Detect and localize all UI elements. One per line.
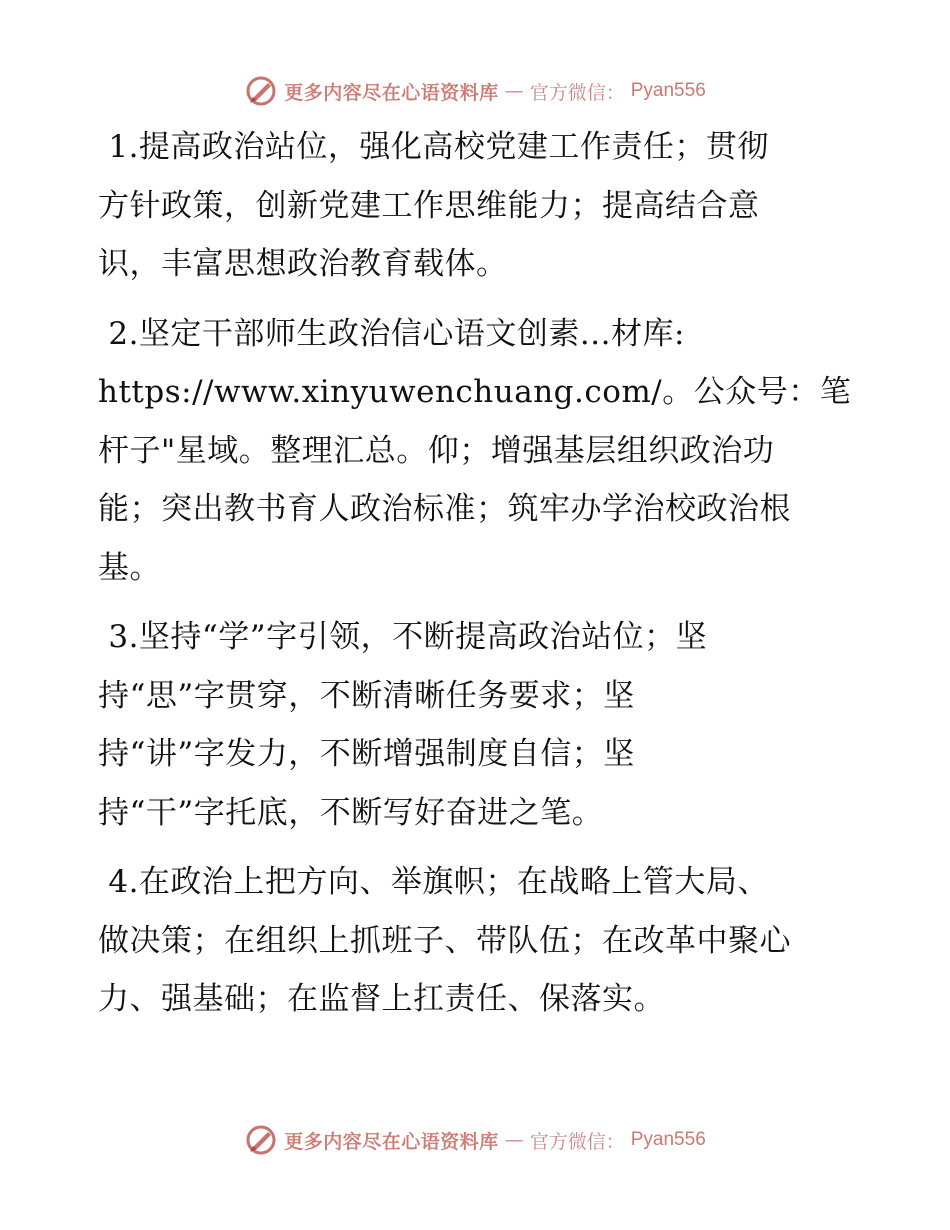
text-line: 做决策；在组织上抓班子、带队伍；在改革中聚心 [98, 922, 791, 959]
text-line: 持“干”字托底，不断写好奋进之笔。 [98, 794, 604, 831]
banner-brand: 更多内容尽在心语资料库 [284, 81, 499, 104]
banner-account: Pyan556 [630, 1129, 706, 1150]
pen-logo-icon [244, 74, 278, 108]
banner-dash: — [504, 80, 524, 102]
text-line: 持“讲”字发力，不断增强制度自信；坚 [98, 736, 635, 772]
paragraph-3 [98, 608, 858, 842]
text-line: 识，丰富思想政治教育载体。 [98, 246, 508, 282]
document-body [98, 118, 858, 1040]
text-line: 1.提高政治站位，强化高校党建工作责任；贯彻 [98, 129, 769, 165]
footer-watermark [0, 1120, 950, 1160]
text-line: 力、强基础；在监督上扛责任、保落实。 [98, 981, 665, 1017]
text-line: 基。 [98, 549, 161, 586]
paragraph-1 [98, 118, 858, 294]
paragraph-4 [98, 853, 858, 1029]
text-line: 3.坚持“学”字引领，不断提高政治站位；坚 [98, 619, 708, 655]
header-watermark [0, 71, 950, 111]
text-line: https://www.xinyuwenchuang.com/。公众号：笔 [98, 374, 852, 410]
text-line: 2.坚定干部师生政治信心语文创素...材库: [98, 315, 685, 352]
text-line: 4.在政治上把方向、举旗帜；在战略上管大局、 [98, 864, 769, 900]
banner-brand: 更多内容尽在心语资料库 [284, 1130, 499, 1153]
text-line: 持“思”字贯穿，不断清晰任务要求；坚 [98, 677, 635, 714]
text-line: 能；突出教书育人政治标准；筑牢办学治校政治根 [98, 491, 791, 527]
paragraph-2 [98, 305, 858, 598]
banner-dash: — [504, 1129, 524, 1151]
text-line: 方针政策，创新党建工作思维能力；提高结合意 [98, 187, 760, 224]
banner-account: Pyan556 [630, 80, 706, 101]
banner-wechat-label: 官方微信： [529, 1130, 625, 1153]
banner-wechat-label: 官方微信： [529, 81, 625, 104]
pen-logo-icon [244, 1123, 278, 1157]
text-line: 杆子"星域。整理汇总。仰；增强基层组织政治功 [98, 432, 775, 469]
